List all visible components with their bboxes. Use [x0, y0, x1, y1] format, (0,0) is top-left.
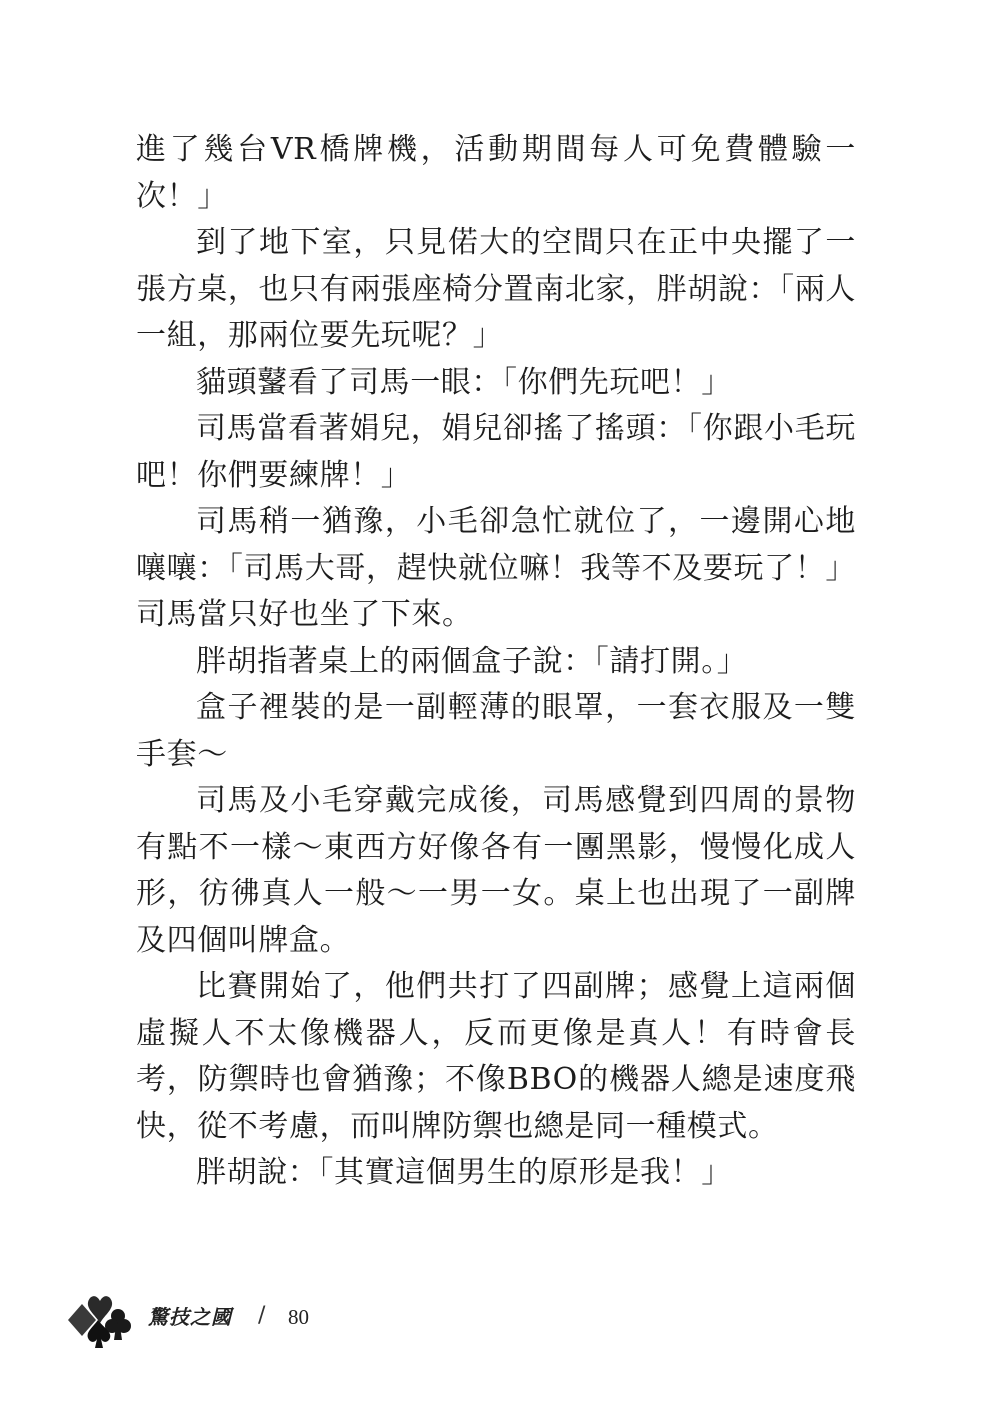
footer-separator: /: [258, 1303, 266, 1328]
paragraph-5: 司馬稍一猶豫，小毛卻急忙就位了，一邊開心地嚷嚷：「司馬大哥，趕快就位嘛！我等不及要玩了！」司馬當只好也坐了下來。: [136, 504, 856, 632]
paragraph-8: 司馬及小毛穿戴完成後，司馬感覺到四周的景物有點不一樣～東西方好像各有一團黑影，慢慢化成人形，彷彿真人一般～一男一女。桌上也出現了一副牌及四個叫牌盒。: [136, 783, 856, 958]
page-footer: [62, 1290, 462, 1354]
paragraph-3: 貓頭鼜看了司馬一眼：「你們先玩吧！」: [196, 364, 732, 400]
paragraph-2: 到了地下室，只見偌大的空間只在正中央擺了一張方桌，也只有兩張座椅分置南北家，胖胡說：「兩人一組，那兩位要先玩呢？」: [136, 225, 856, 353]
paragraph-1: 進了幾台VR橋牌機，活動期間每人可免費體驗一次！」: [136, 132, 856, 214]
paragraph-10: 胖胡說：「其實這個男生的原形是我！」: [196, 1155, 732, 1190]
paragraph-7: 盒子裡裝的是一副輕薄的眼罩，一套衣服及一雙手套～: [136, 690, 856, 772]
book-title: 驚技之國: [148, 1305, 232, 1329]
page-body: [136, 127, 856, 1197]
paragraph-6: 胖胡指著桌上的兩個盒子說：「請打開。」: [196, 643, 748, 679]
card-suits-logo-icon: [62, 1290, 134, 1354]
paragraph-4: 司馬當看著娟兒，娟兒卻搖了搖頭：「你跟小毛玩吧！你們要練牌！」: [136, 411, 856, 493]
paragraph-9: 比賽開始了，他們共打了四副牌；感覺上這兩個虛擬人不太像機器人，反而更像是真人！有時會長考，防禦時也會猶豫；不像BBO的機器人總是速度飛快，從不考慮，而叫牌防禦也總是同一種模式。: [136, 969, 856, 1144]
page-number: 80: [288, 1305, 309, 1329]
